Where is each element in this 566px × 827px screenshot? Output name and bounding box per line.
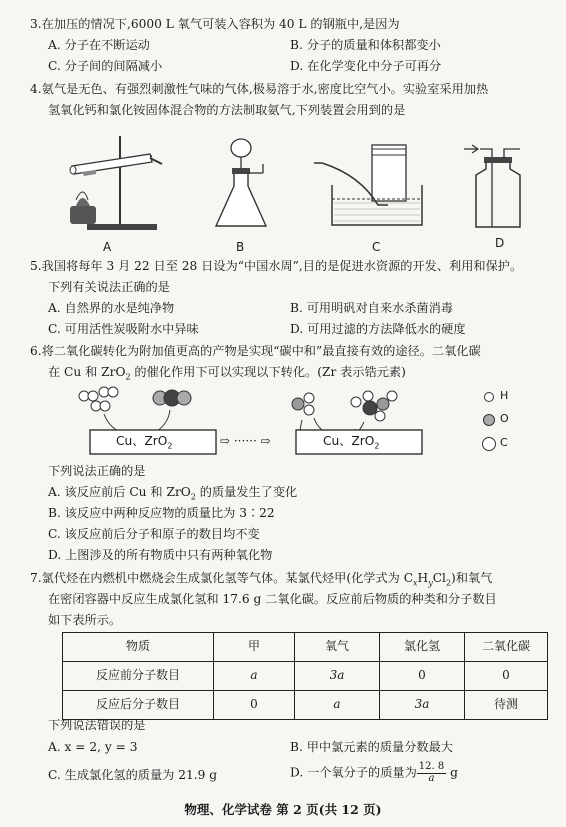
q5-option-c: C. 可用活性炭吸附水中异味 [48, 322, 199, 336]
table-cell: 反应后分子数目 [63, 691, 214, 720]
q5-option-a: A. 自然界的水是纯净物 [48, 301, 175, 315]
apparatus-a-label: A [103, 240, 112, 254]
table-cell: 0 [465, 662, 548, 691]
table-header-row [63, 633, 548, 662]
legend-o: O [500, 412, 509, 425]
table-row [63, 691, 548, 720]
table-cell: a [214, 662, 295, 691]
table-row [63, 662, 548, 691]
q3-option-d: D. 在化学变化中分子可再分 [290, 59, 442, 73]
page-footer: 物理、化学试卷 第 2 页(共 12 页) [184, 802, 382, 817]
table-cell: 0 [214, 691, 295, 720]
q3-option-c: C. 分子间的间隔减小 [48, 59, 163, 73]
q6-option-c: C. 该反应前后分子和原子的数目均不变 [48, 527, 260, 541]
reaction-diagram [74, 384, 474, 464]
q3-option-b: B. 分子的质量和体积都变小 [290, 38, 441, 52]
process-arrows: ⇨ ······ ⇨ [220, 434, 271, 448]
q7-line2: 在密闭容器中反应生成氯化氢和 17.6 g 二氧化碳。反应前后物质的种类和分子数目 [48, 592, 497, 606]
q5-line1: 5.我国将每年 3 月 22 日至 28 日设为“中国水周”,目的是促进水资源的开发、利用和保护。 [30, 259, 523, 273]
q7-option-d: D. 一个氧分子的质量为 $\frac{12. 8}{a}$ g [290, 761, 458, 784]
apparatus-c-figure [312, 135, 432, 235]
legend-h: H [500, 389, 509, 402]
table-header: 物质 [63, 633, 214, 662]
legend-c: C [500, 436, 508, 449]
apparatus-a-figure [62, 128, 172, 238]
q7-option-c: C. 生成氯化氢的质量为 21.9 g [48, 768, 218, 782]
q7-ask: 下列说法错误的是 [48, 718, 146, 732]
q3-stem: 3.在加压的情况下,6000 L 氧气可装入容积为 40 L 的钢瓶中,是因为 [30, 17, 400, 31]
apparatus-d-figure [458, 135, 538, 235]
table-header: 二氧化碳 [465, 633, 548, 662]
fraction: $\frac{12. 8}{a}$ [418, 761, 445, 784]
q5-line2: 下列有关说法正确的是 [48, 280, 170, 294]
atom-legend-icons [482, 389, 498, 453]
q6-line1: 6.将二氧化碳转化为附加值更高的产物是实现“碳中和”最直接有效的途径。二氧化碳 [30, 344, 481, 358]
table-cell: 3a [380, 691, 465, 720]
apparatus-b-label: B [236, 240, 245, 254]
q7-line3: 如下表所示。 [48, 613, 122, 627]
q3-option-a: A. 分子在不断运动 [48, 38, 150, 52]
apparatus-d-label: D [495, 236, 505, 250]
q7-option-b: B. 甲中氯元素的质量分数最大 [290, 740, 453, 754]
q7-line1: 7.氯代烃在内燃机中燃烧会生成氯化氢等气体。某氯代烃甲(化学式为 $C_xH_yCl_2$)和氧气 [30, 571, 493, 588]
table-cell: 3a [295, 662, 380, 691]
catalyst-left-label: Cu、ZrO$_2$ [116, 434, 173, 451]
table-header: 氯化氢 [380, 633, 465, 662]
q4-line2: 氢氧化钙和氯化铵固体混合物的方法制取氨气,下列装置会用到的是 [48, 103, 406, 117]
q5-option-d: D. 可用过滤的方法降低水的硬度 [290, 322, 466, 336]
table-cell: a [295, 691, 380, 720]
table-cell: 反应前分子数目 [63, 662, 214, 691]
q7-option-a: A. x = 2, y = 3 [48, 740, 138, 754]
q5-option-b: B. 可用明矾对自来水杀菌消毒 [290, 301, 453, 315]
table-header: 甲 [214, 633, 295, 662]
q6-option-a: A. 该反应前后 Cu 和 ZrO$_2$ 的质量发生了变化 [48, 485, 298, 502]
table-cell: 待测 [465, 691, 548, 720]
q6-option-b: B. 该反应中两种反应物的质量比为 3∶22 [48, 506, 275, 520]
apparatus-c-label: C [372, 240, 381, 254]
q4-line1: 4.氨气是无色、有强烈刺激性气味的气体,极易溶于水,密度比空气小。实验室采用加热 [30, 82, 489, 96]
molecule-count-table [62, 632, 548, 720]
table-header: 氧气 [295, 633, 380, 662]
catalyst-right-label: Cu、ZrO$_2$ [323, 434, 380, 451]
apparatus-b-figure [208, 128, 278, 238]
q6-ask: 下列说法正确的是 [48, 464, 146, 478]
q6-option-d: D. 上图涉及的所有物质中只有两种氧化物 [48, 548, 273, 562]
table-cell: 0 [380, 662, 465, 691]
q6-line2: 在 Cu 和 ZrO$_2$ 的催化作用下可以实现以下转化。(Zr 表示锆元素) [48, 365, 406, 382]
